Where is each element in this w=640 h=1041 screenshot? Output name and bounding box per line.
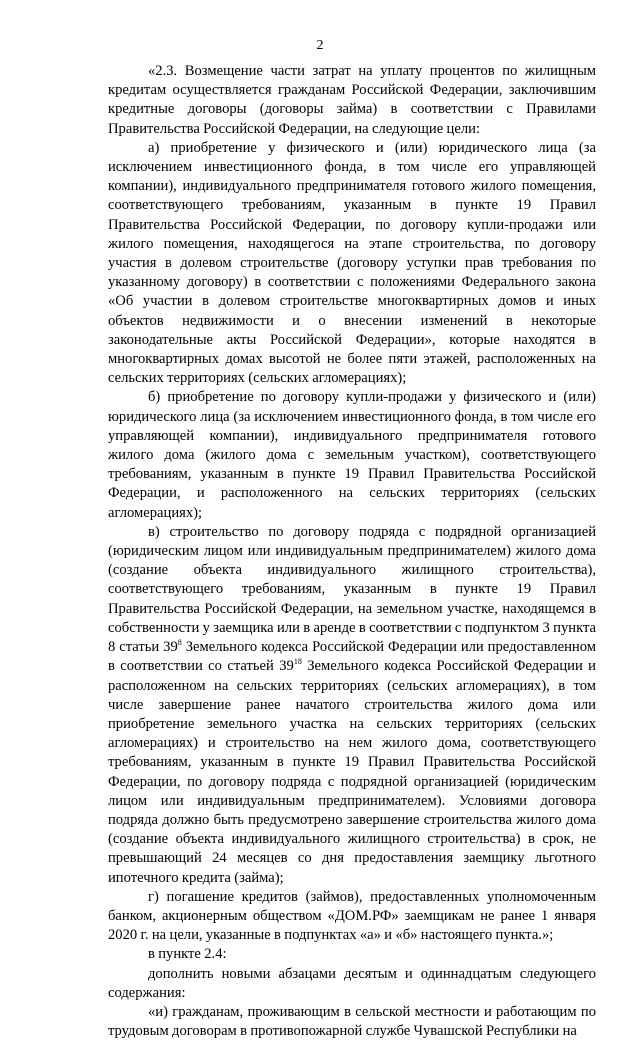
paragraph-item-i: «и) гражданам, проживающим в сельской местности и работающим по трудовым договорам в противопожарной службе Чувашской Республики на: [108, 1003, 596, 1040]
article-superscript-8: 8: [177, 638, 182, 648]
paragraph-item-b: б) приобретение по договору купли-продажи у физического и (или) юридического лица (за исключением инвестиционного фонда, в том числе его управляющей компании), индивидуального предпринимателя готового жилого дома (жилого дома с земельным участком), соответствующего требованиям, указанным в пункте 19 Правил Правительства Российской Федерации, и расположенного на сельских территориях (сельских агломерациях);: [108, 389, 596, 521]
paragraph-item-a: а) приобретение у физического и (или) юридического лица (за исключением инвестиционного фонда, в том числе его управляющей компании), индивидуального предпринимателя готового жилого помещения, соответствующего требованиям, указанным в пункте 19 Правил Правительства Российской Федерации, по договору купли-продажи или жилого помещения, находящегося на этапе строительства, по договору участия в долевом строительстве (договору уступки прав требования по указанному договору) в соответствии с положениями Федерального закона «Об участии в долевом строительстве многоквартирных домов и иных объектов недвижимости и о внесении изменений в некоторые законодательные акты Российской Федерации», которые находятся в многоквартирных домах высотой не более пяти этажей, расположенных на сельских территориях (сельских агломерациях);: [108, 139, 596, 387]
paragraph-amendment: дополнить новыми абзацами десятым и одиннадцатым следующего содержания:: [108, 965, 596, 1001]
item-v-text-part-3: Земельного кодекса Российской Федерации и расположенном на сельских территориях (сельских агломерациях), в том числе завершение ранее начатого строительства жилого дома или приобретение земельного участка на сельских территориях (сельских агломерациях) и строительство на нем жилого дома, соответствующего требованиям, указанным в пункте 19 Правил Правительства Российской Федерации, по договору подряда с подрядной организацией (юридическим лицом или индивидуальным предпринимателем). Условиями договора подряда должно быть предусмотрено завершение строительства жилого дома (создание объекта индивидуального жилищного строительства) в срок, не превышающий 24 месяцев со дня предоставления заемщику льготного ипотечного кредита (займа);: [108, 658, 596, 886]
page-number: 2: [316, 38, 324, 53]
paragraph-item-v: [108, 523, 596, 888]
item-v-text-part-2: Земельного кодекса Российской Федерации или предоставленном в соответствии со статьей 39: [108, 639, 596, 675]
item-v-text-part-1: в) строительство по договору подряда с подрядной организацией (юридическим лицом или индивидуальным предпринимателем) жилого дома (создание объекта индивидуального жилищного строительства), соответствующего требованиям, указанным в пункте 19 Правил Правительства Российской Федерации, на земельном участке, находящемся в собственности у заемщика или в аренде в соответствии с подпунктом 3 пункта 8 статьи 39: [108, 523, 596, 656]
article-superscript-18: 18: [293, 657, 302, 667]
paragraph-point-2-4: в пункте 2.4:: [148, 946, 227, 963]
document-body: [108, 62, 596, 1041]
paragraph-2-3-intro: «2.3. Возмещение части затрат на уплату процентов по жилищным кредитам осуществляется гражданам Российской Федерации, заключившим кредитные договоры (договоры займа) в соответствии с Правилами Правительства Российской Федерации, на следующие цели:: [108, 63, 596, 137]
paragraph-item-g: г) погашение кредитов (займов), предоставленных уполномоченным банком, акционерным обществом «ДОМ.РФ» заемщикам не ранее 1 января 2020 г. на цели, указанные в подпунктах «а» и «б» настоящего пункта.»;: [108, 888, 596, 944]
